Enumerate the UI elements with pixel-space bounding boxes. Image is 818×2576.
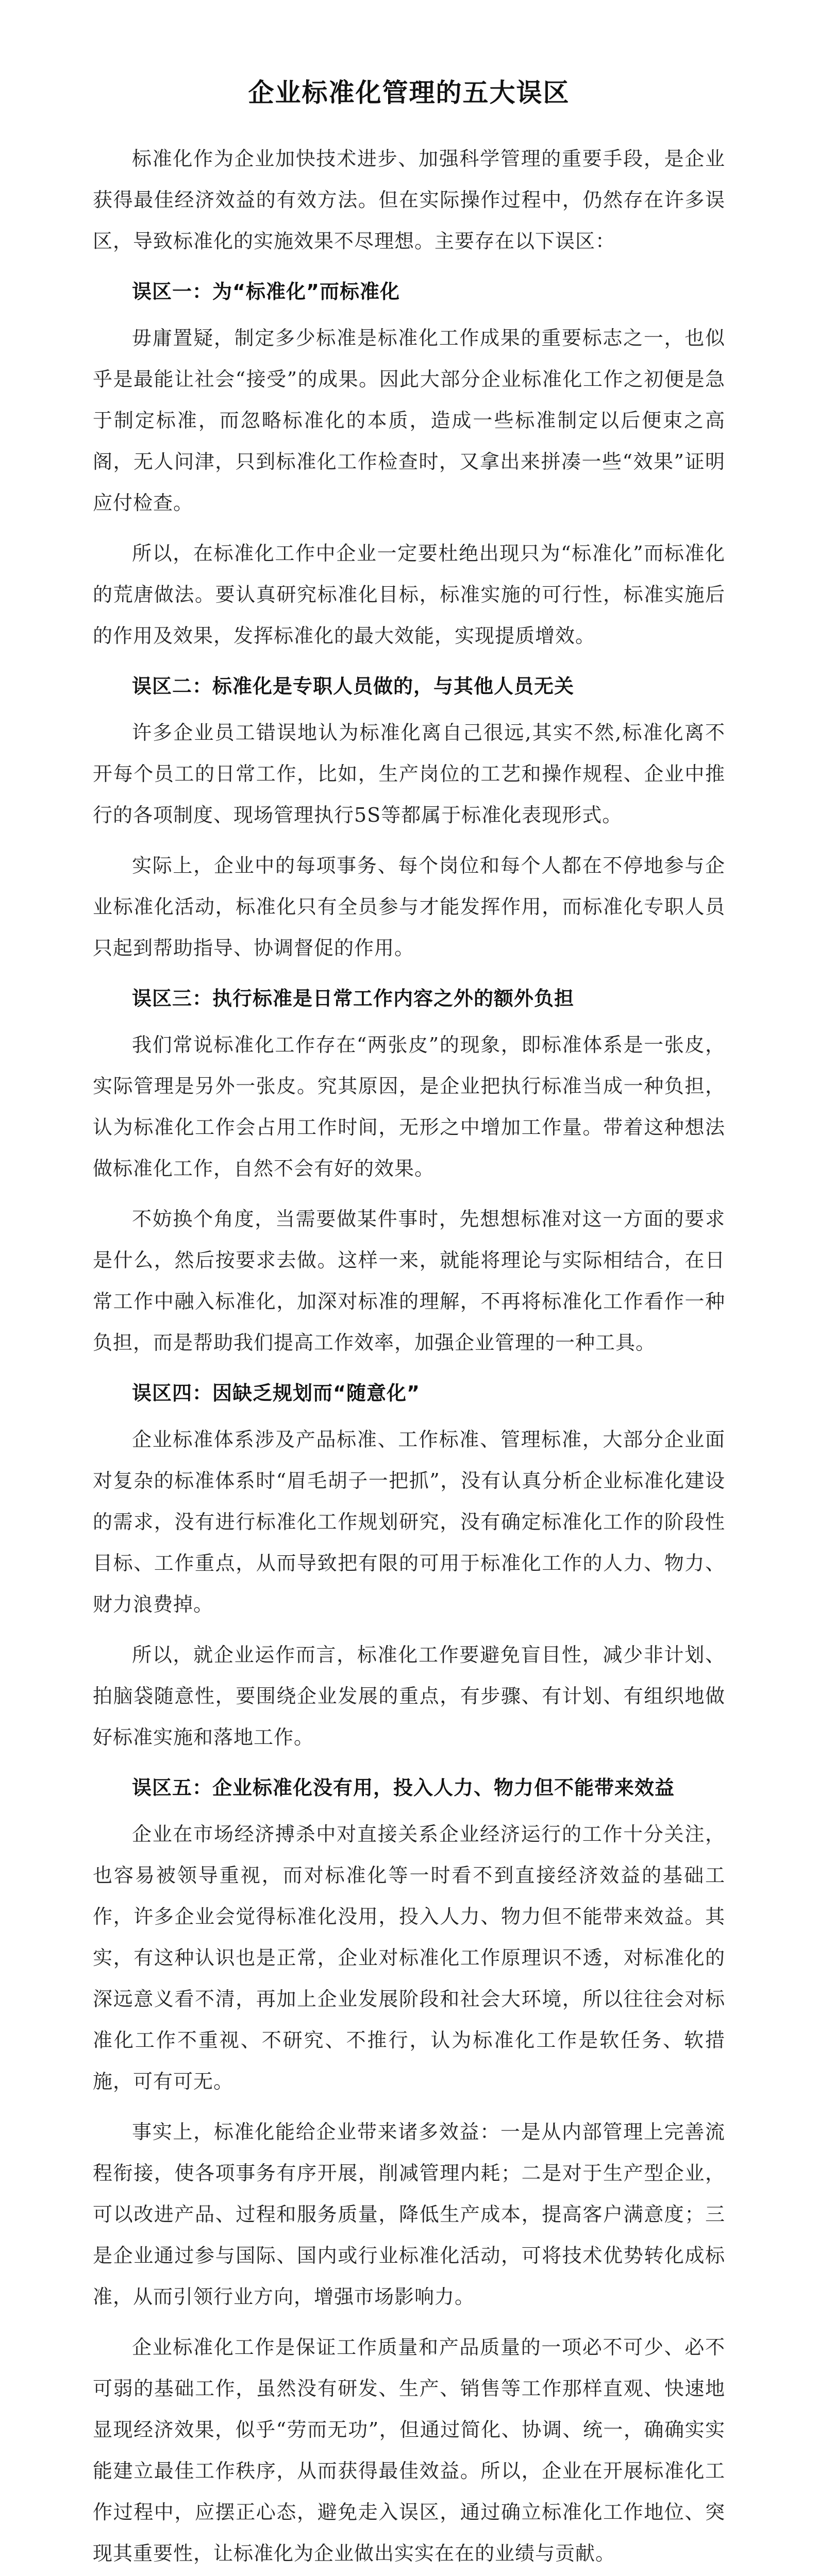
section-paragraph: 许多企业员工错误地认为标准化离自己很远,其实不然,标准化离不开每个员工的日常工作，比如，生产岗位的工艺和操作规程、企业中推行的各项制度、现场管理执行5S等都属于标准化表现形式。 — [93, 721, 725, 826]
article-title: 企业标准化管理的五大误区 — [248, 78, 570, 108]
section-heading: 误区五：企业标准化没有用，投入人力、物力但不能带来效益 — [132, 1776, 675, 1799]
section-paragraph: 不妨换个角度，当需要做某件事时，先想想标准对这一方面的要求是什么，然后按要求去做。这样一来，就能将理论与实际相结合，在日常工作中融入标准化，加深对标准的理解，不再将标准化工作看作一种负担，而是帮助我们提高工作效率，加强企业管理的一种工具。 — [93, 1208, 725, 1354]
section-5 — [93, 1767, 725, 2574]
section-heading: 误区二：标准化是专职人员做的，与其他人员无关 — [132, 675, 575, 698]
section-paragraph: 事实上，标准化能给企业带来诸多效益：一是从内部管理上完善流程衔接，使各项事务有序开展，削减管理内耗；二是对于生产型企业，可以改进产品、过程和服务质量，降低生产成本，提高客户满意度；三是企业通过参与国际、国内或行业标准化活动，可将技术优势转化成标准，从而引领行业方向，增强市场影响力。 — [93, 2121, 725, 2308]
section-paragraph: 我们常说标准化工作存在“两张皮”的现象，即标准体系是一张皮，实际管理是另外一张皮。究其原因，是企业把执行标准当成一种负担，认为标准化工作会占用工作时间，无形之中增加工作量。带着这种想法做标准化工作，自然不会有好的效果。 — [93, 1033, 725, 1180]
section-paragraph: 毋庸置疑，制定多少标准是标准化工作成果的重要标志之一，也似乎是最能让社会“接受”的成果。因此大部分企业标准化工作之初便是急于制定标准，而忽略标准化的本质，造成一些标准制定以后便束之高阁，无人问津，只到标准化工作检查时，又拿出来拼凑一些“效果”证明应付检查。 — [93, 327, 725, 514]
section-2 — [93, 666, 725, 969]
section-paragraph: 所以，在标准化工作中企业一定要杜绝出现只为“标准化”而标准化的荒唐做法。要认真研究标准化目标，标准实施的可行性，标准实施后的作用及效果，发挥标准化的最大效能，实现提质增效。 — [93, 542, 725, 647]
intro-paragraph: 标准化作为企业加快技术进步、加强科学管理的重要手段，是企业获得最佳经济效益的有效方法。但在实际操作过程中，仍然存在许多误区，导致标准化的实施效果不尽理想。主要存在以下误区： — [93, 147, 725, 252]
section-heading: 误区三：执行标准是日常工作内容之外的额外负担 — [132, 987, 575, 1010]
section-heading: 误区一：为“标准化”而标准化 — [132, 280, 400, 303]
section-paragraph: 所以，就企业运作而言，标准化工作要避免盲目性，减少非计划、拍脑袋随意性，要围绕企业发展的重点，有步骤、有计划、有组织地做好标准实施和落地工作。 — [93, 1643, 725, 1749]
section-heading: 误区四：因缺乏规划而“随意化” — [132, 1382, 420, 1404]
section-1 — [93, 271, 725, 656]
section-3 — [93, 978, 725, 1363]
section-paragraph: 实际上，企业中的每项事务、每个岗位和每个人都在不停地参与企业标准化活动，标准化只有全员参与才能发挥作用，而标准化专职人员只起到帮助指导、协调督促的作用。 — [93, 854, 725, 959]
section-4 — [93, 1372, 725, 1758]
section-paragraph: 企业在市场经济搏杀中对直接关系企业经济运行的工作十分关注，也容易被领导重视，而对标准化等一时看不到直接经济效益的基础工作，许多企业会觉得标准化没用，投入人力、物力但不能带来效益。其实，有这种认识也是正常，企业对标准化工作原理识不透，对标准化的深远意义看不清，再加上企业发展阶段和社会大环境，所以往往会对标准化工作不重视、不研究、不推行，认为标准化工作是软任务、软措施，可有可无。 — [93, 1823, 725, 2093]
section-paragraph: 企业标准化工作是保证工作质量和产品质量的一项必不可少、必不可弱的基础工作，虽然没有研发、生产、销售等工作那样直观、快速地显现经济效果，似乎“劳而无功”，但通过简化、协调、统一，确确实实能建立最佳工作秩序，从而获得最佳效益。所以，企业在开展标准化工作过程中，应摆正心态，避免走入误区，通过确立标准化工作地位、突现其重要性，让标准化为企业做出实实在在的业绩与贡献。 — [93, 2336, 725, 2565]
section-paragraph: 企业标准体系涉及产品标准、工作标准、管理标准，大部分企业面对复杂的标准体系时“眉毛胡子一把抓”，没有认真分析企业标准化建设的需求，没有进行标准化工作规划研究，没有确定标准化工作的阶段性目标、工作重点，从而导致把有限的可用于标准化工作的人力、物力、财力浪费掉。 — [93, 1428, 725, 1616]
